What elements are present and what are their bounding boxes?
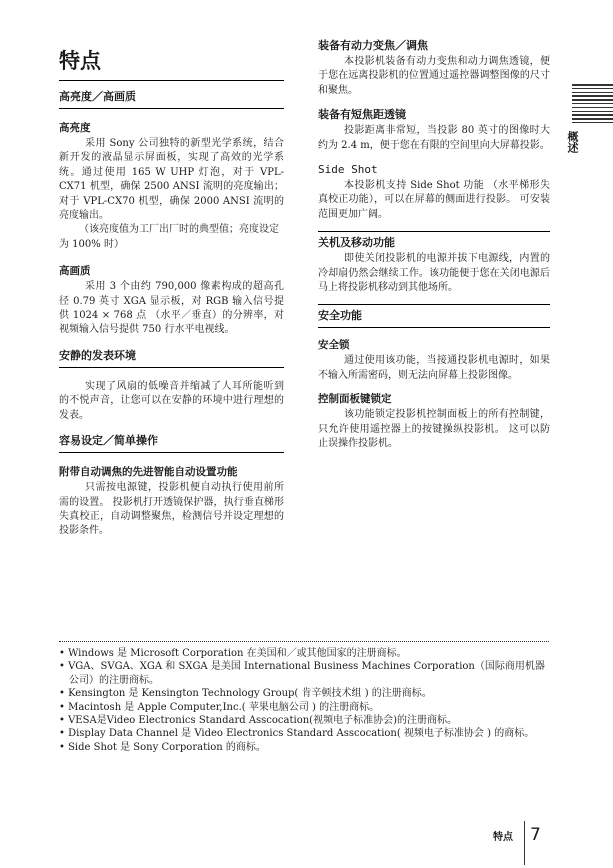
chapter-tab-label: 概述 — [566, 131, 579, 153]
trademark-item: • Macintosh 是 Apple Computer,Inc.( 苹果电脑公司 ) 的注册商标。 — [59, 701, 551, 714]
paragraph-panel-key-lock: 该功能锁定投影机控制面板上的所有控制键，只允许使用遥控器上的按键操纵投影机。 这可以防止误操作投影机。 — [318, 409, 550, 450]
right-column — [318, 38, 550, 461]
paragraph-off-and-go: 即使关闭投影机的电源并拔下电源线，内置的冷却扇仍然会继续工作。该功能便于您在关闭电源后马上将投影机移动到其他场所。 — [318, 253, 550, 294]
subhead-security-lock: 安全锁 — [318, 339, 350, 352]
trademark-item: • Display Data Channel 是 Video Electronics Standard Asscocation( 视频电子标准协会 ) 的商标。 — [59, 727, 551, 740]
trademark-item: • VGA、SVGA、XGA 和 SXGA 是美国 International Business Machines Corporation（国际商用机器公司）的注册商标。 — [59, 660, 551, 687]
heading-side-shot: Side Shot — [318, 163, 378, 177]
trademark-item: • Windows 是 Microsoft Corporation 在美国和／或其他国家的注册商标。 — [59, 647, 551, 660]
paragraph-security-lock: 通过使用该功能，当接通投影机电源时，如果不输入所需密码，则无法向屏幕上投影图像。 — [318, 355, 550, 381]
section-title-quiet: 安静的发表环境 — [59, 348, 284, 368]
heading-security: 安全功能 — [318, 304, 550, 328]
paragraph-power-zoom: 本投影机装备有动力变焦和动力调焦透镜，便于您在远离投影机的位置通过遥控器调整图像的尺寸和聚焦。 — [318, 56, 550, 96]
trademark-item: • VESA是Video Electronics Standard Asscocation(视频电子标准协会)的注册商标。 — [59, 714, 551, 727]
footer-section-label: 特点 — [493, 832, 513, 843]
paragraph-auto-setup: 只需按电源键，投影机便自动执行使用前所需的设置。 投影机打开透镜保护器，执行垂直梯形失真校正，自动调整聚焦，检测信号并设定理想的投影条件。 — [59, 482, 284, 537]
subhead-high-brightness: 高亮度 — [59, 122, 91, 134]
section-title-brightness: 高亮度／高画质 — [59, 89, 284, 109]
trademark-item: • Side Shot 是 Sony Corporation 的商标。 — [59, 741, 551, 754]
dotted-divider — [59, 641, 549, 642]
trademark-list — [59, 647, 551, 754]
section-title-easy-setup: 容易设定／简单操作 — [59, 433, 284, 453]
trademark-item: • Kensington 是 Kensington Technology Group( 肯辛顿技术组 ) 的注册商标。 — [59, 687, 551, 700]
subhead-panel-key-lock: 控制面板键锁定 — [318, 393, 392, 406]
paragraph-high-quality: 采用 3 个由约 790,000 像素构成的超高孔径 0.79 英寸 XGA 显示板，对 RGB 输入信号提供 1024 × 768 点 （水平／垂直）的分辨率，对视频输入信号提供 750 行水平电视线。 — [59, 281, 284, 336]
paragraph-short-lens: 投影距离非常短，当投影 80 英寸的图像时大约为 2.4 m，便于您在有限的空间里向大屏幕投影。 — [318, 125, 550, 151]
paragraph-quiet: 实现了风扇的低噪音并缩减了人耳所能听到的不悦声音，让您可以在安静的环境中进行理想的发表。 — [59, 380, 284, 421]
brightness-note: （该亮度值为工厂出厂时的典型值；亮度设定为 100% 时） — [59, 224, 279, 250]
footer-divider — [524, 821, 525, 865]
chapter-tab-stripes — [572, 84, 613, 126]
page-number: 7 — [530, 825, 541, 845]
page-title: 特点 — [59, 46, 284, 81]
left-column — [59, 38, 284, 549]
paragraph-high-brightness: 采用 Sony 公司独特的新型光学系统，结合新开发的液晶显示屏面板，实现了高效的光学系统。通过使用 165 W UHP 灯泡，对于 VPL-CX71 机型，确保 2500 ANSI 流明的亮度输出；对于 VPL-CX70 机型，确保 2000 ANSI 流明的亮度输出。 — [59, 138, 284, 222]
paragraph-side-shot: 本投影机支持 Side Shot 功能 （水平梯形失真校正功能），可以在屏幕的侧面进行投影。 可安装范围更加广阔。 — [318, 180, 550, 220]
heading-short-lens: 装备有短焦距透镜 — [318, 108, 406, 122]
heading-power-zoom: 装备有动力变焦／调焦 — [318, 39, 428, 52]
subhead-auto-setup: 附带自动调焦的先进智能自动设置功能 — [59, 466, 238, 479]
heading-off-and-go: 关机及移动功能 — [318, 231, 550, 251]
subhead-high-quality: 高画质 — [59, 265, 91, 278]
